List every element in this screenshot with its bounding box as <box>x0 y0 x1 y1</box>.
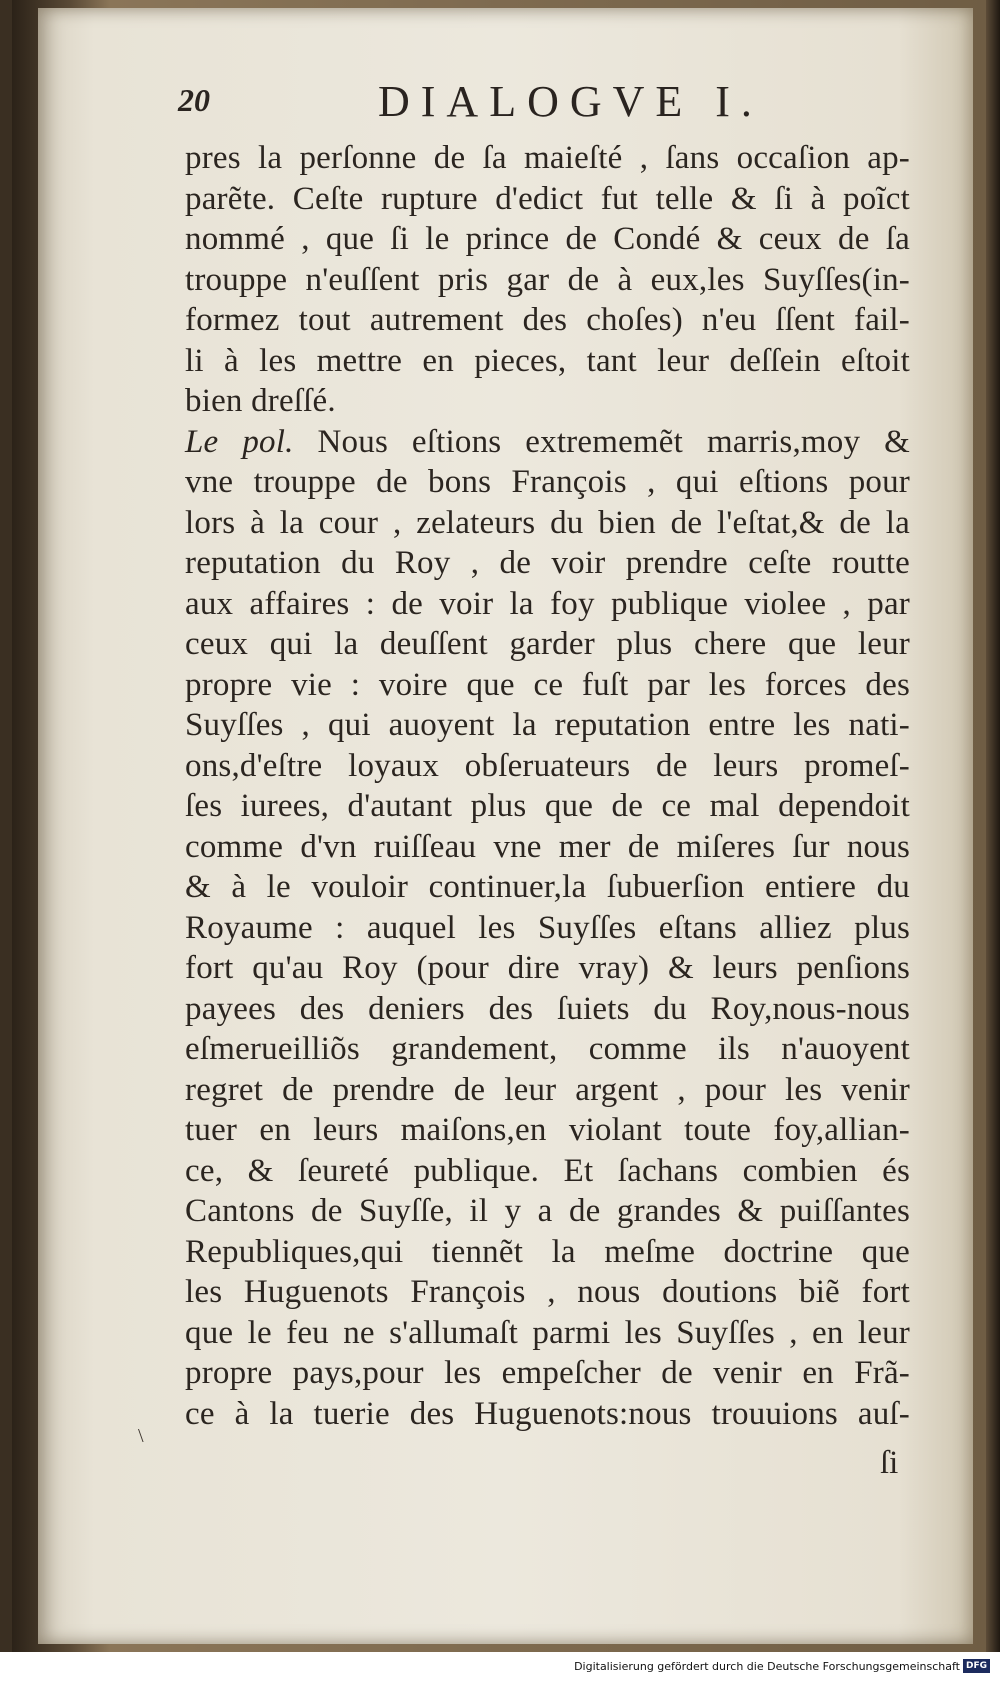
catchword: ſi <box>880 1445 899 1481</box>
text-line: ceux qui la deuſſent garder plus chere que leur <box>185 626 910 662</box>
ink-mark: \ <box>138 1425 144 1447</box>
text-line: li à les mettre en pieces, tant leur deſſein eſtoit <box>185 342 910 379</box>
page-header <box>178 76 898 136</box>
text-line: Royaume : auquel les Suyſſes eſtans alliez plus <box>185 909 910 946</box>
text-line: payees des deniers des ſuiets du Roy,nous-nous <box>185 990 910 1027</box>
funding-credit: Digitalisierung gefördert durch die Deutsche Forschungsgemeinschaft <box>574 1660 960 1673</box>
spine-shadow <box>986 0 1000 1652</box>
body-text <box>185 138 910 1434</box>
text-line: & à le vouloir continuer,la ſubuerſion entiere du <box>185 869 910 905</box>
page-number: 20 <box>178 82 210 118</box>
text-line: Nous eſtions extrememẽt marris,moy & <box>317 423 910 460</box>
text-line: Republiques,qui tiennẽt la meſme doctrine que <box>185 1233 910 1270</box>
text-line: bien dreſſé. <box>185 383 336 419</box>
text-line: regret de prendre de leur argent , pour les venir <box>185 1071 910 1108</box>
text-line: les Huguenots François , nous doutions biẽ fort <box>185 1274 910 1310</box>
text-line: que le feu ne s'allumaſt parmi les Suyſſes , en leur <box>185 1314 910 1351</box>
dfg-logo-icon: DFG <box>963 1659 990 1673</box>
text-line: parẽte. Ceſte rupture d'edict fut telle & ſi à poĩct <box>185 180 910 217</box>
digitization-footer <box>0 1652 1000 1681</box>
text-line: fort qu'au Roy (pour dire vray) & leurs penſions <box>185 950 910 986</box>
text-line: vne trouppe de bons François , qui eſtions pour <box>185 464 910 500</box>
text-line: ons,d'eſtre loyaux obſeruateurs de leurs promeſ- <box>185 747 910 784</box>
text-line: tuer en leurs maiſons,en violant toute foy,allian- <box>185 1112 910 1148</box>
speaker-line <box>185 422 910 463</box>
text-line: trouppe n'euſſent pris gar de à eux,les Suyſſes(in- <box>185 261 910 298</box>
text-line: Cantons de Suyſſe, il y a de grandes & puiſſantes <box>185 1193 910 1229</box>
text-line: ſes iurees, d'autant plus que de ce mal dependoit <box>185 788 910 824</box>
text-line: eſmerueilliõs grandement, comme ils n'auoyent <box>185 1031 910 1067</box>
running-head: DIALOGVE I. <box>378 77 763 126</box>
text-line: propre vie : voire que ce fuſt par les forces des <box>185 666 910 703</box>
text-line: reputation du Roy , de voir prendre ceſte routte <box>185 545 910 581</box>
text-line: Suyſſes , qui auoyent la reputation entre les nati- <box>185 707 910 743</box>
text-line: pres la perſonne de ſa maieſté , ſans occaſion ap- <box>185 140 910 176</box>
text-line: ce à la tuerie des Huguenots:nous trouuions auſ- <box>185 1395 910 1432</box>
text-line: nommé , que ſi le prince de Condé & ceux de ſa <box>185 221 910 257</box>
text-line: aux affaires : de voir la foy publique violee , par <box>185 585 910 622</box>
text-line: formez tout autrement des choſes) n'eu ſſent fail- <box>185 302 910 338</box>
text-line: propre pays,pour les empeſcher de venir en Frã- <box>185 1355 910 1391</box>
speaker-label: Le pol. <box>185 423 294 460</box>
text-line: lors à la cour , zelateurs du bien de l'eſtat,& de la <box>185 504 910 541</box>
text-line: ce, & ſeureté publique. Et ſachans combien és <box>185 1152 910 1189</box>
text-line: comme d'vn ruiſſeau vne mer de miſeres ſur nous <box>185 828 910 865</box>
